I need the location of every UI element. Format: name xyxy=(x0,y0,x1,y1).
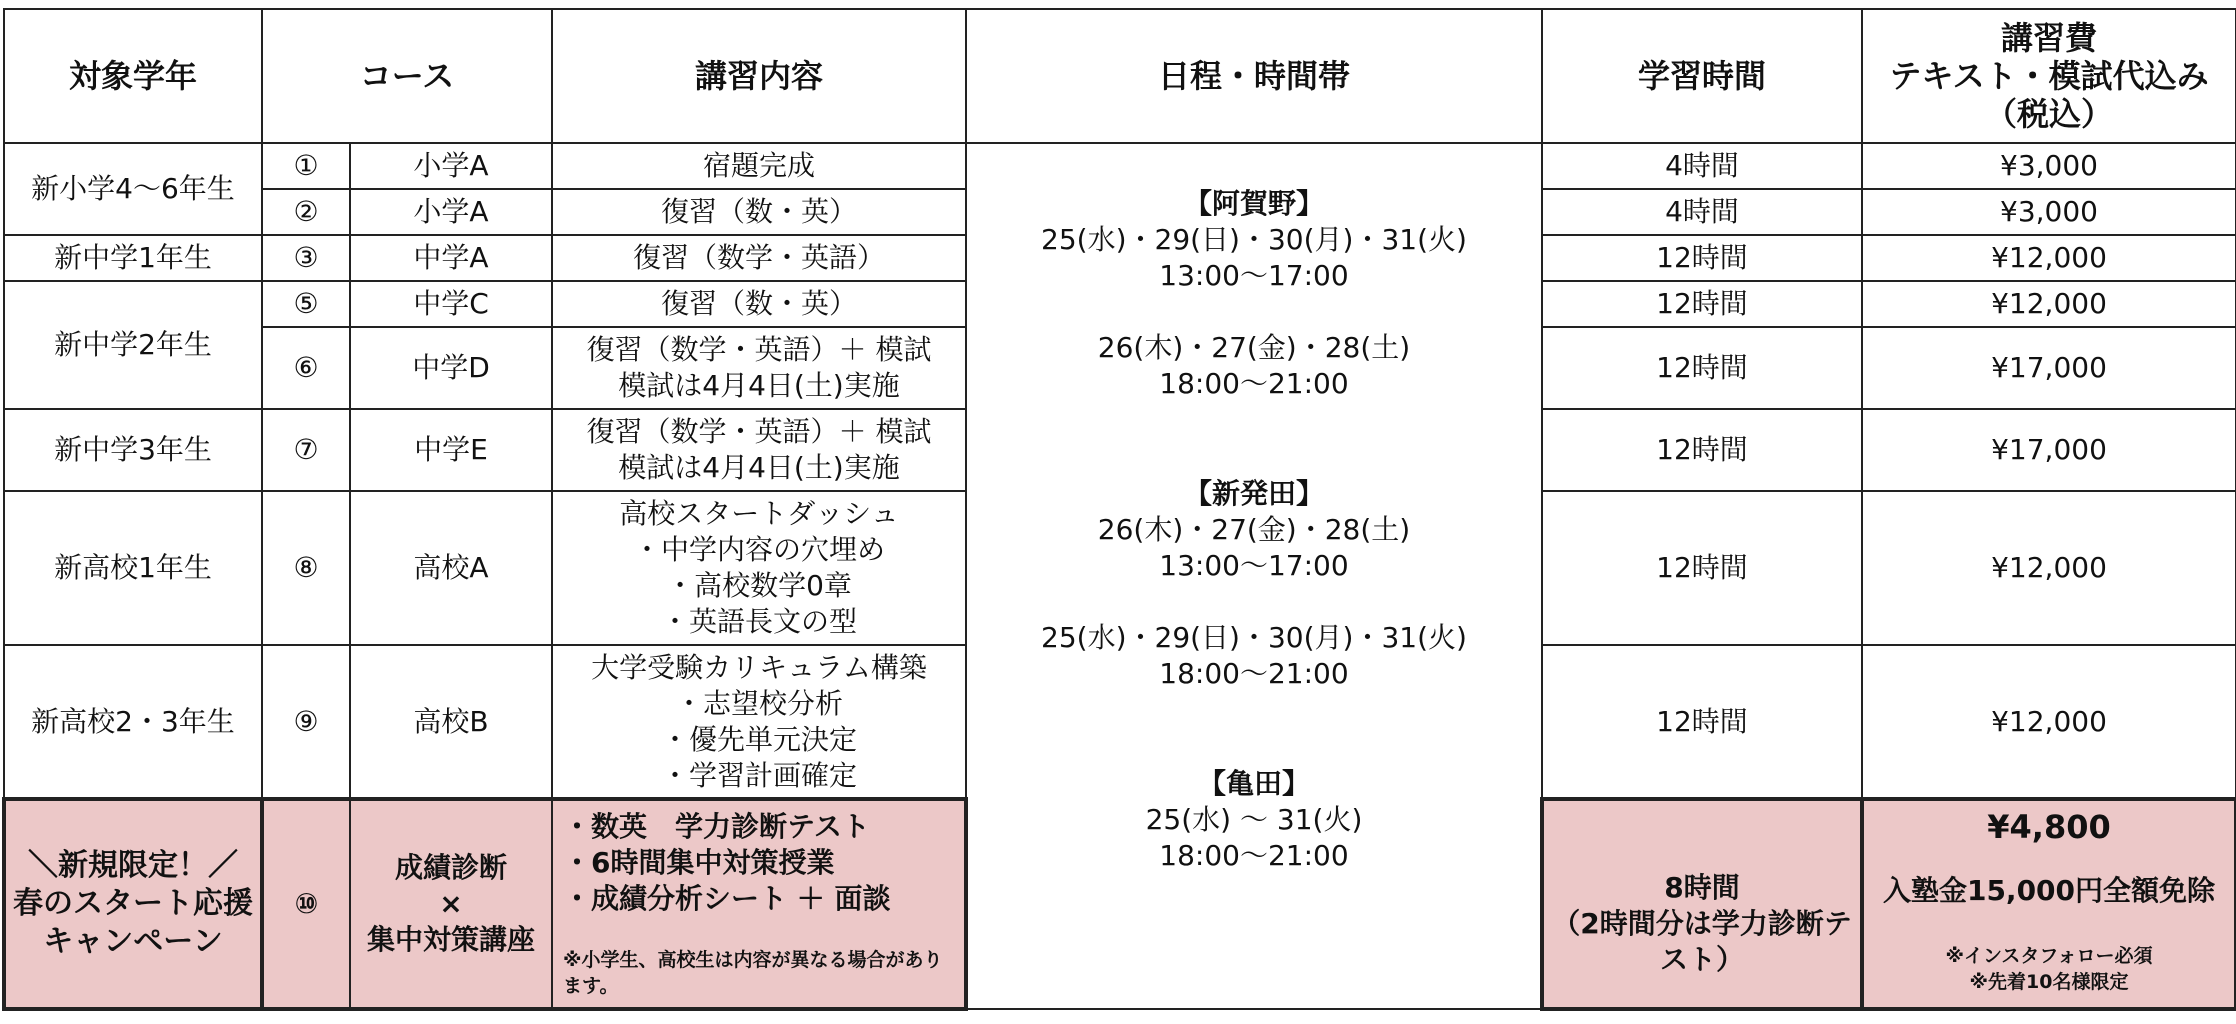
grade-cell: 新中学2年生 xyxy=(4,281,262,409)
course-content: 復習（数学・英語）＋ 模試 模試は4月4日(土)実施 xyxy=(552,409,966,491)
schedule-agano-1: 25(水)・29(日)・30(月)・31(火) 13:00～17:00 xyxy=(1041,223,1467,292)
header-schedule: 日程・時間帯 xyxy=(966,9,1542,143)
fee: ¥12,000 xyxy=(1862,235,2236,281)
campaign-content xyxy=(552,799,966,1009)
course-name: 中学C xyxy=(350,281,552,327)
course-number: ① xyxy=(262,143,350,189)
schedule-cell xyxy=(966,143,1542,1009)
course-content: 復習（数学・英語）＋ 模試 模試は4月4日(土)実施 xyxy=(552,327,966,409)
campaign-note: ※小学生、高校生は内容が異なる場合があります。 xyxy=(563,949,943,997)
course-content: 復習（数・英） xyxy=(552,189,966,235)
schedule-shibata-2: 25(水)・29(日)・30(月)・31(火) 18:00～21:00 xyxy=(1041,621,1467,690)
schedule-shibata-title: 【新発田】 xyxy=(1183,477,1324,510)
grade-cell: 新中学1年生 xyxy=(4,235,262,281)
study-hours: 12時間 xyxy=(1542,491,1862,645)
campaign-items: ・数英 学力診断テスト ・6時間集中対策授業 ・成績分析シート ＋ 面談 xyxy=(563,810,891,915)
header-hours: 学習時間 xyxy=(1542,9,1862,143)
course-name: 高校A xyxy=(350,491,552,645)
study-hours: 12時間 xyxy=(1542,409,1862,491)
fee: ¥12,000 xyxy=(1862,491,2236,645)
course-fee-table xyxy=(2,8,2236,1011)
course-name: 高校B xyxy=(350,645,552,799)
course-name: 中学A xyxy=(350,235,552,281)
header-fee: 講習費 テキスト・模試代込み （税込） xyxy=(1862,9,2236,143)
campaign-price: ¥4,800 xyxy=(1987,808,2111,846)
study-hours: 12時間 xyxy=(1542,645,1862,799)
campaign-hours: 8時間 （2時間分は学力診断テスト） xyxy=(1542,799,1862,1009)
course-content: 高校スタートダッシュ ・中学内容の穴埋め ・高校数学0章 ・英語長文の型 xyxy=(552,491,966,645)
fee: ¥12,000 xyxy=(1862,281,2236,327)
fee: ¥17,000 xyxy=(1862,327,2236,409)
course-number: ⑨ xyxy=(262,645,350,799)
grade-cell: 新高校2・3年生 xyxy=(4,645,262,799)
header-course: コース xyxy=(262,9,552,143)
course-content: 宿題完成 xyxy=(552,143,966,189)
campaign-course: 成績診断 × 集中対策講座 xyxy=(350,799,552,1009)
course-number: ⑧ xyxy=(262,491,350,645)
course-content: 大学受験カリキュラム構築 ・志望校分析 ・優先単元決定 ・学習計画確定 xyxy=(552,645,966,799)
grade-cell: 新小学4～6年生 xyxy=(4,143,262,235)
schedule-agano-title: 【阿賀野】 xyxy=(1183,187,1324,220)
fee: ¥3,000 xyxy=(1862,189,2236,235)
grade-cell: 新中学3年生 xyxy=(4,409,262,491)
study-hours: 12時間 xyxy=(1542,235,1862,281)
study-hours: 4時間 xyxy=(1542,143,1862,189)
campaign-grade: ＼新規限定！／ 春のスタート応援 キャンペーン xyxy=(4,799,262,1009)
campaign-waiver: 入塾金15,000円全額免除 xyxy=(1882,874,2216,907)
course-number: ⑦ xyxy=(262,409,350,491)
fee: ¥3,000 xyxy=(1862,143,2236,189)
course-name: 中学E xyxy=(350,409,552,491)
course-number: ⑥ xyxy=(262,327,350,409)
course-name: 小学A xyxy=(350,143,552,189)
header-content: 講習内容 xyxy=(552,9,966,143)
study-hours: 12時間 xyxy=(1542,281,1862,327)
fee: ¥12,000 xyxy=(1862,645,2236,799)
fee: ¥17,000 xyxy=(1862,409,2236,491)
table-row xyxy=(4,143,2236,189)
course-number: ⑤ xyxy=(262,281,350,327)
schedule-kameda-title: 【亀田】 xyxy=(1197,767,1310,800)
course-content: 復習（数学・英語） xyxy=(552,235,966,281)
campaign-fee-note: ※インスタフォロー必須 ※先着10名様限定 xyxy=(1945,945,2153,993)
campaign-number: ⑩ xyxy=(262,799,350,1009)
campaign-fee xyxy=(1862,799,2236,1009)
course-number: ③ xyxy=(262,235,350,281)
course-number: ② xyxy=(262,189,350,235)
course-name: 小学A xyxy=(350,189,552,235)
schedule-shibata-1: 26(木)・27(金)・28(土) 13:00～17:00 xyxy=(1097,513,1411,582)
header-row xyxy=(4,9,2236,143)
study-hours: 12時間 xyxy=(1542,327,1862,409)
study-hours: 4時間 xyxy=(1542,189,1862,235)
course-name: 中学D xyxy=(350,327,552,409)
course-content: 復習（数・英） xyxy=(552,281,966,327)
schedule-kameda-1: 25(水) 〜 31(火) 18:00～21:00 xyxy=(1145,803,1363,872)
grade-cell: 新高校1年生 xyxy=(4,491,262,645)
schedule-agano-2: 26(木)・27(金)・28(土) 18:00～21:00 xyxy=(1097,331,1411,400)
header-grade: 対象学年 xyxy=(4,9,262,143)
